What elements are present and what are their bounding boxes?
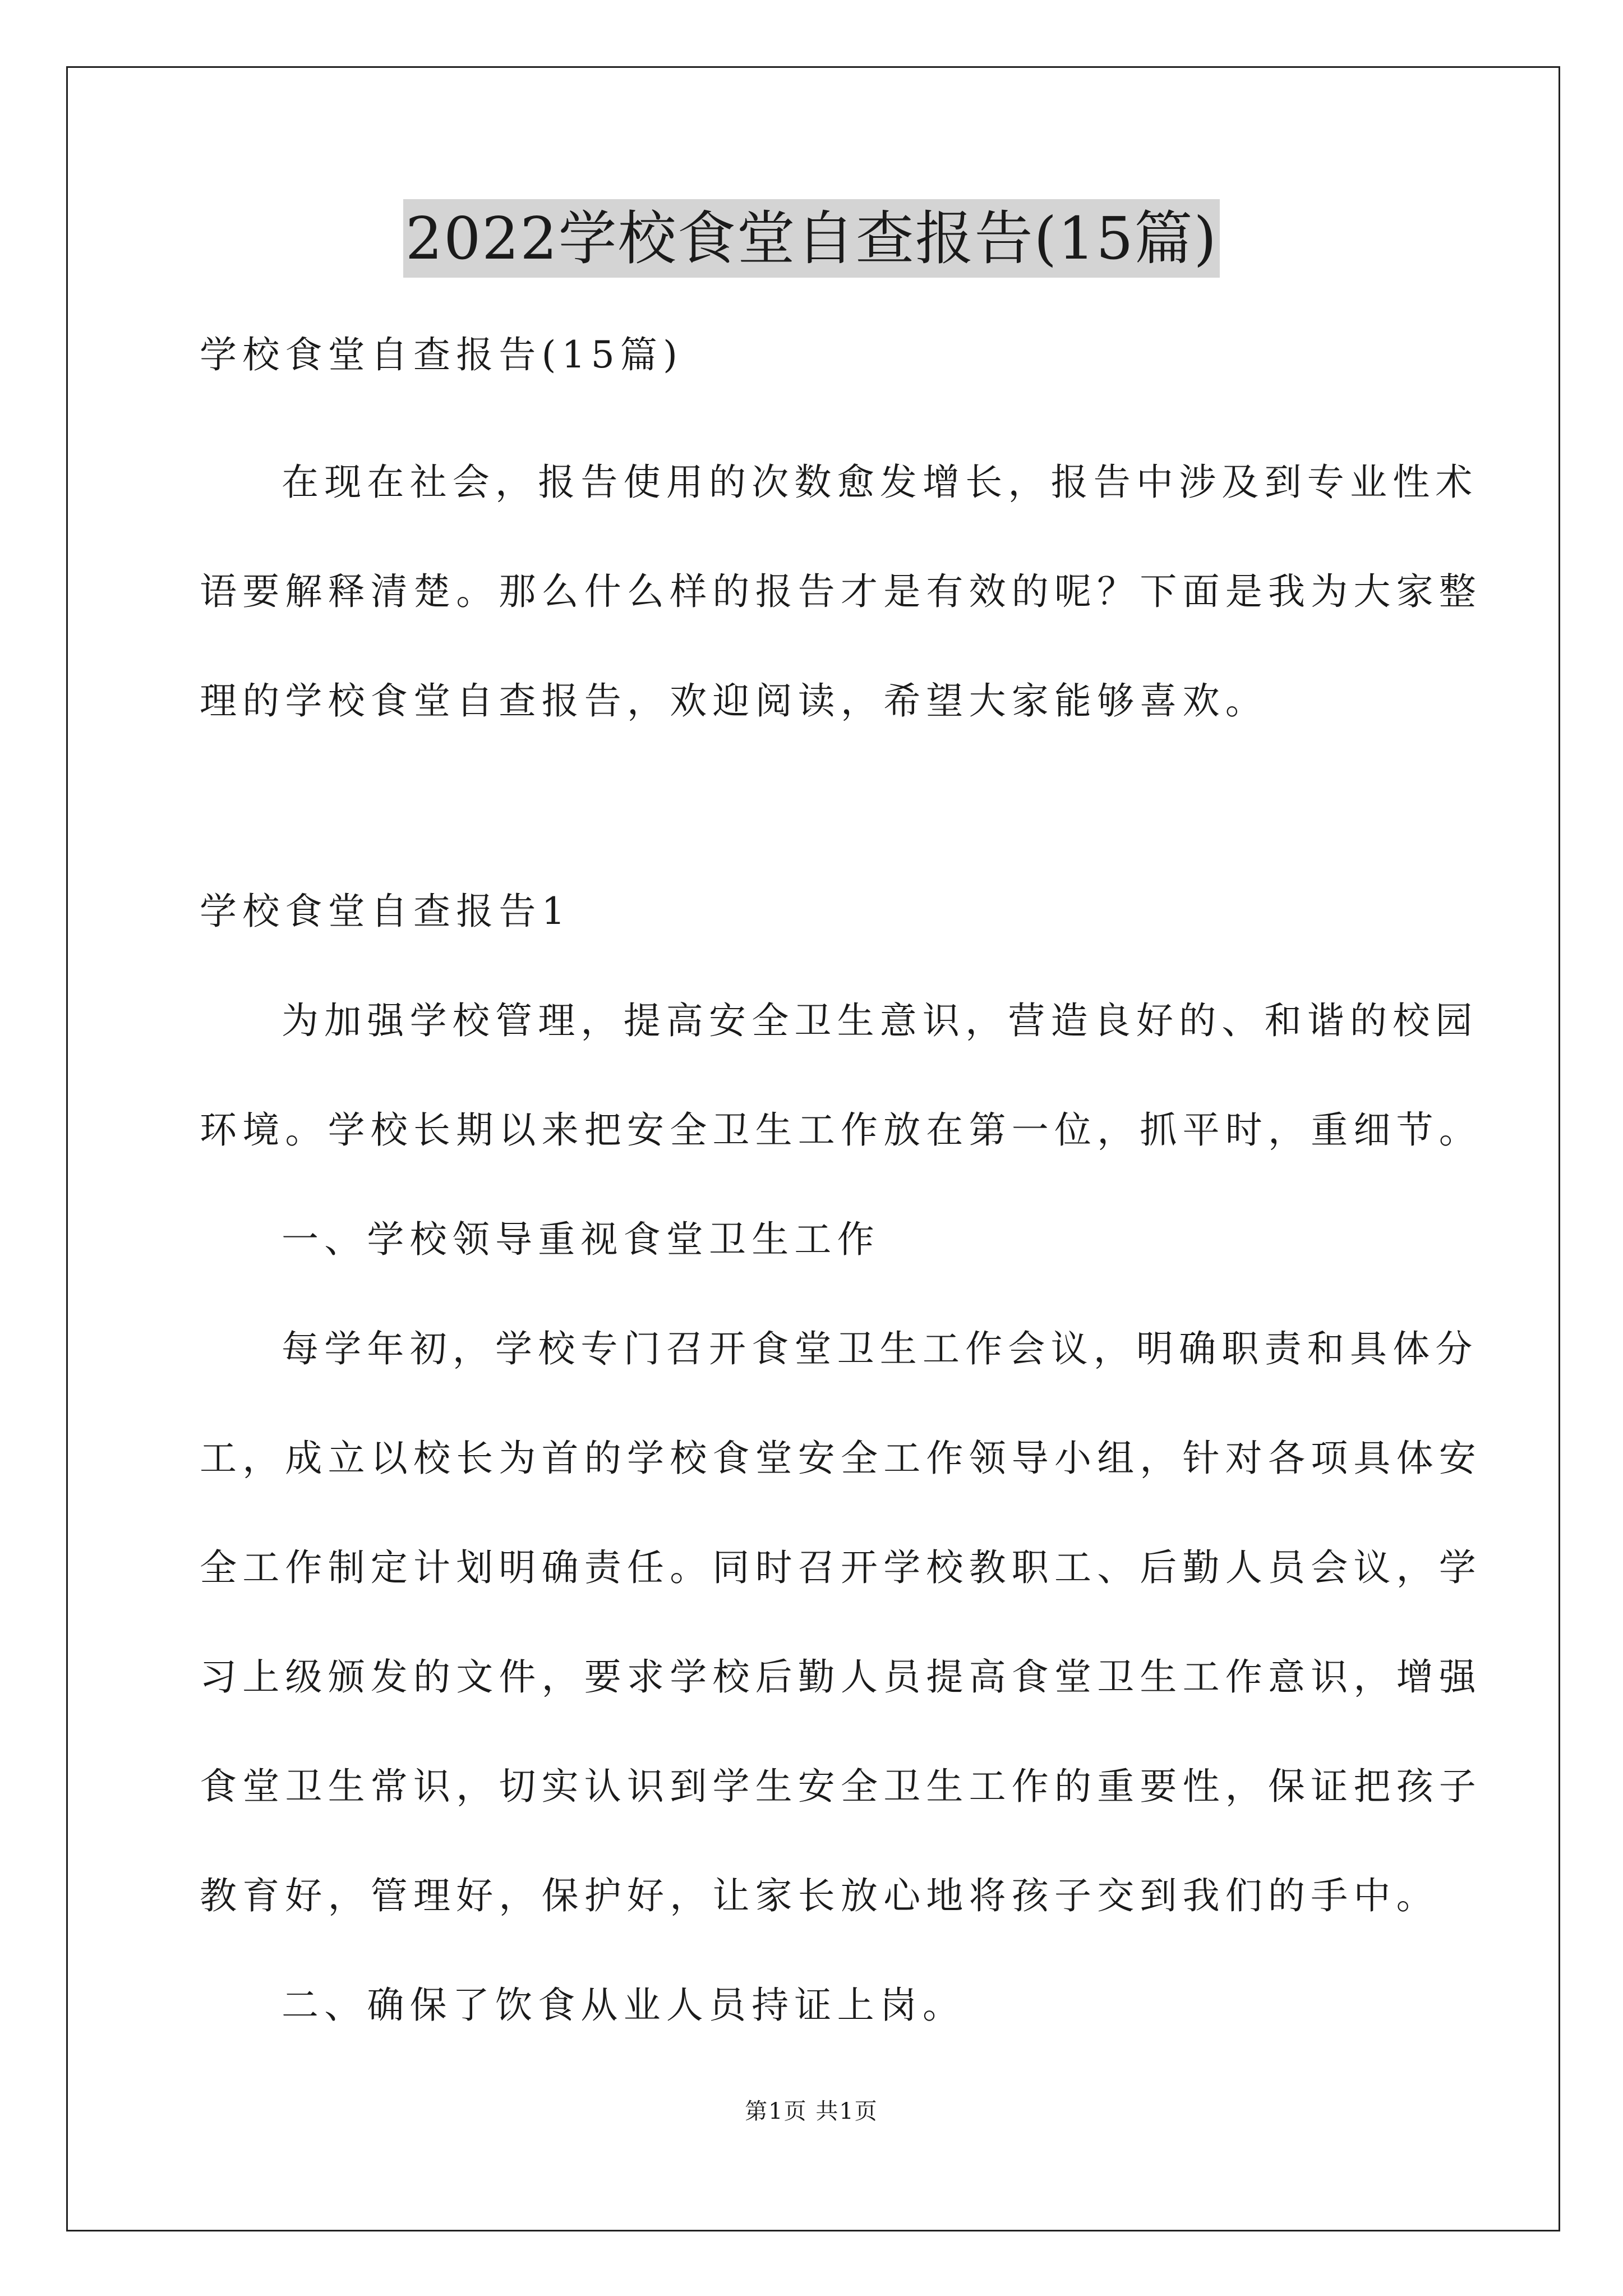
paragraph-line: 为加强学校管理，提高安全卫生意识，营造良好的、和谐的校园	[282, 999, 1478, 1042]
section-heading: 学校食堂自查报告1	[200, 890, 571, 933]
paragraph-line: 环境。学校长期以来把安全卫生工作放在第一位，抓平时，重细节。	[200, 1108, 1482, 1152]
paragraph-line: 习上级颁发的文件，要求学校后勤人员提高食堂卫生工作意识，增强	[200, 1655, 1482, 1699]
page-footer: 第1页 共1页	[745, 2099, 878, 2124]
paragraph-line: 每学年初，学校专门召开食堂卫生工作会议，明确职责和具体分	[282, 1327, 1478, 1370]
paragraph-line: 食堂卫生常识，切实认识到学生安全卫生工作的重要性，保证把孩子	[200, 1765, 1482, 1808]
point-heading: 一、学校领导重视食堂卫生工作	[282, 1218, 880, 1261]
title-wrap	[0, 199, 1623, 278]
document-title: 2022学校食堂自查报告(15篇)	[403, 199, 1220, 278]
paragraph-line: 工，成立以校长为首的学校食堂安全工作领导小组，针对各项具体安	[200, 1437, 1482, 1480]
intro-line: 语要解释清楚。那么什么样的报告才是有效的呢？下面是我为大家整	[200, 570, 1482, 613]
intro-line: 在现在社会，报告使用的次数愈发增长，报告中涉及到专业性术	[282, 461, 1478, 504]
paragraph-line: 教育好，管理好，保护好，让家长放心地将孩子交到我们的手中。	[200, 1874, 1439, 1917]
paragraph-line: 全工作制定计划明确责任。同时召开学校教职工、后勤人员会议，学	[200, 1546, 1482, 1589]
subtitle: 学校食堂自查报告(15篇)	[200, 333, 684, 376]
intro-line: 理的学校食堂自查报告，欢迎阅读，希望大家能够喜欢。	[200, 679, 1268, 723]
point-heading: 二、确保了饮食从业人员持证上岗。	[282, 1984, 966, 2027]
